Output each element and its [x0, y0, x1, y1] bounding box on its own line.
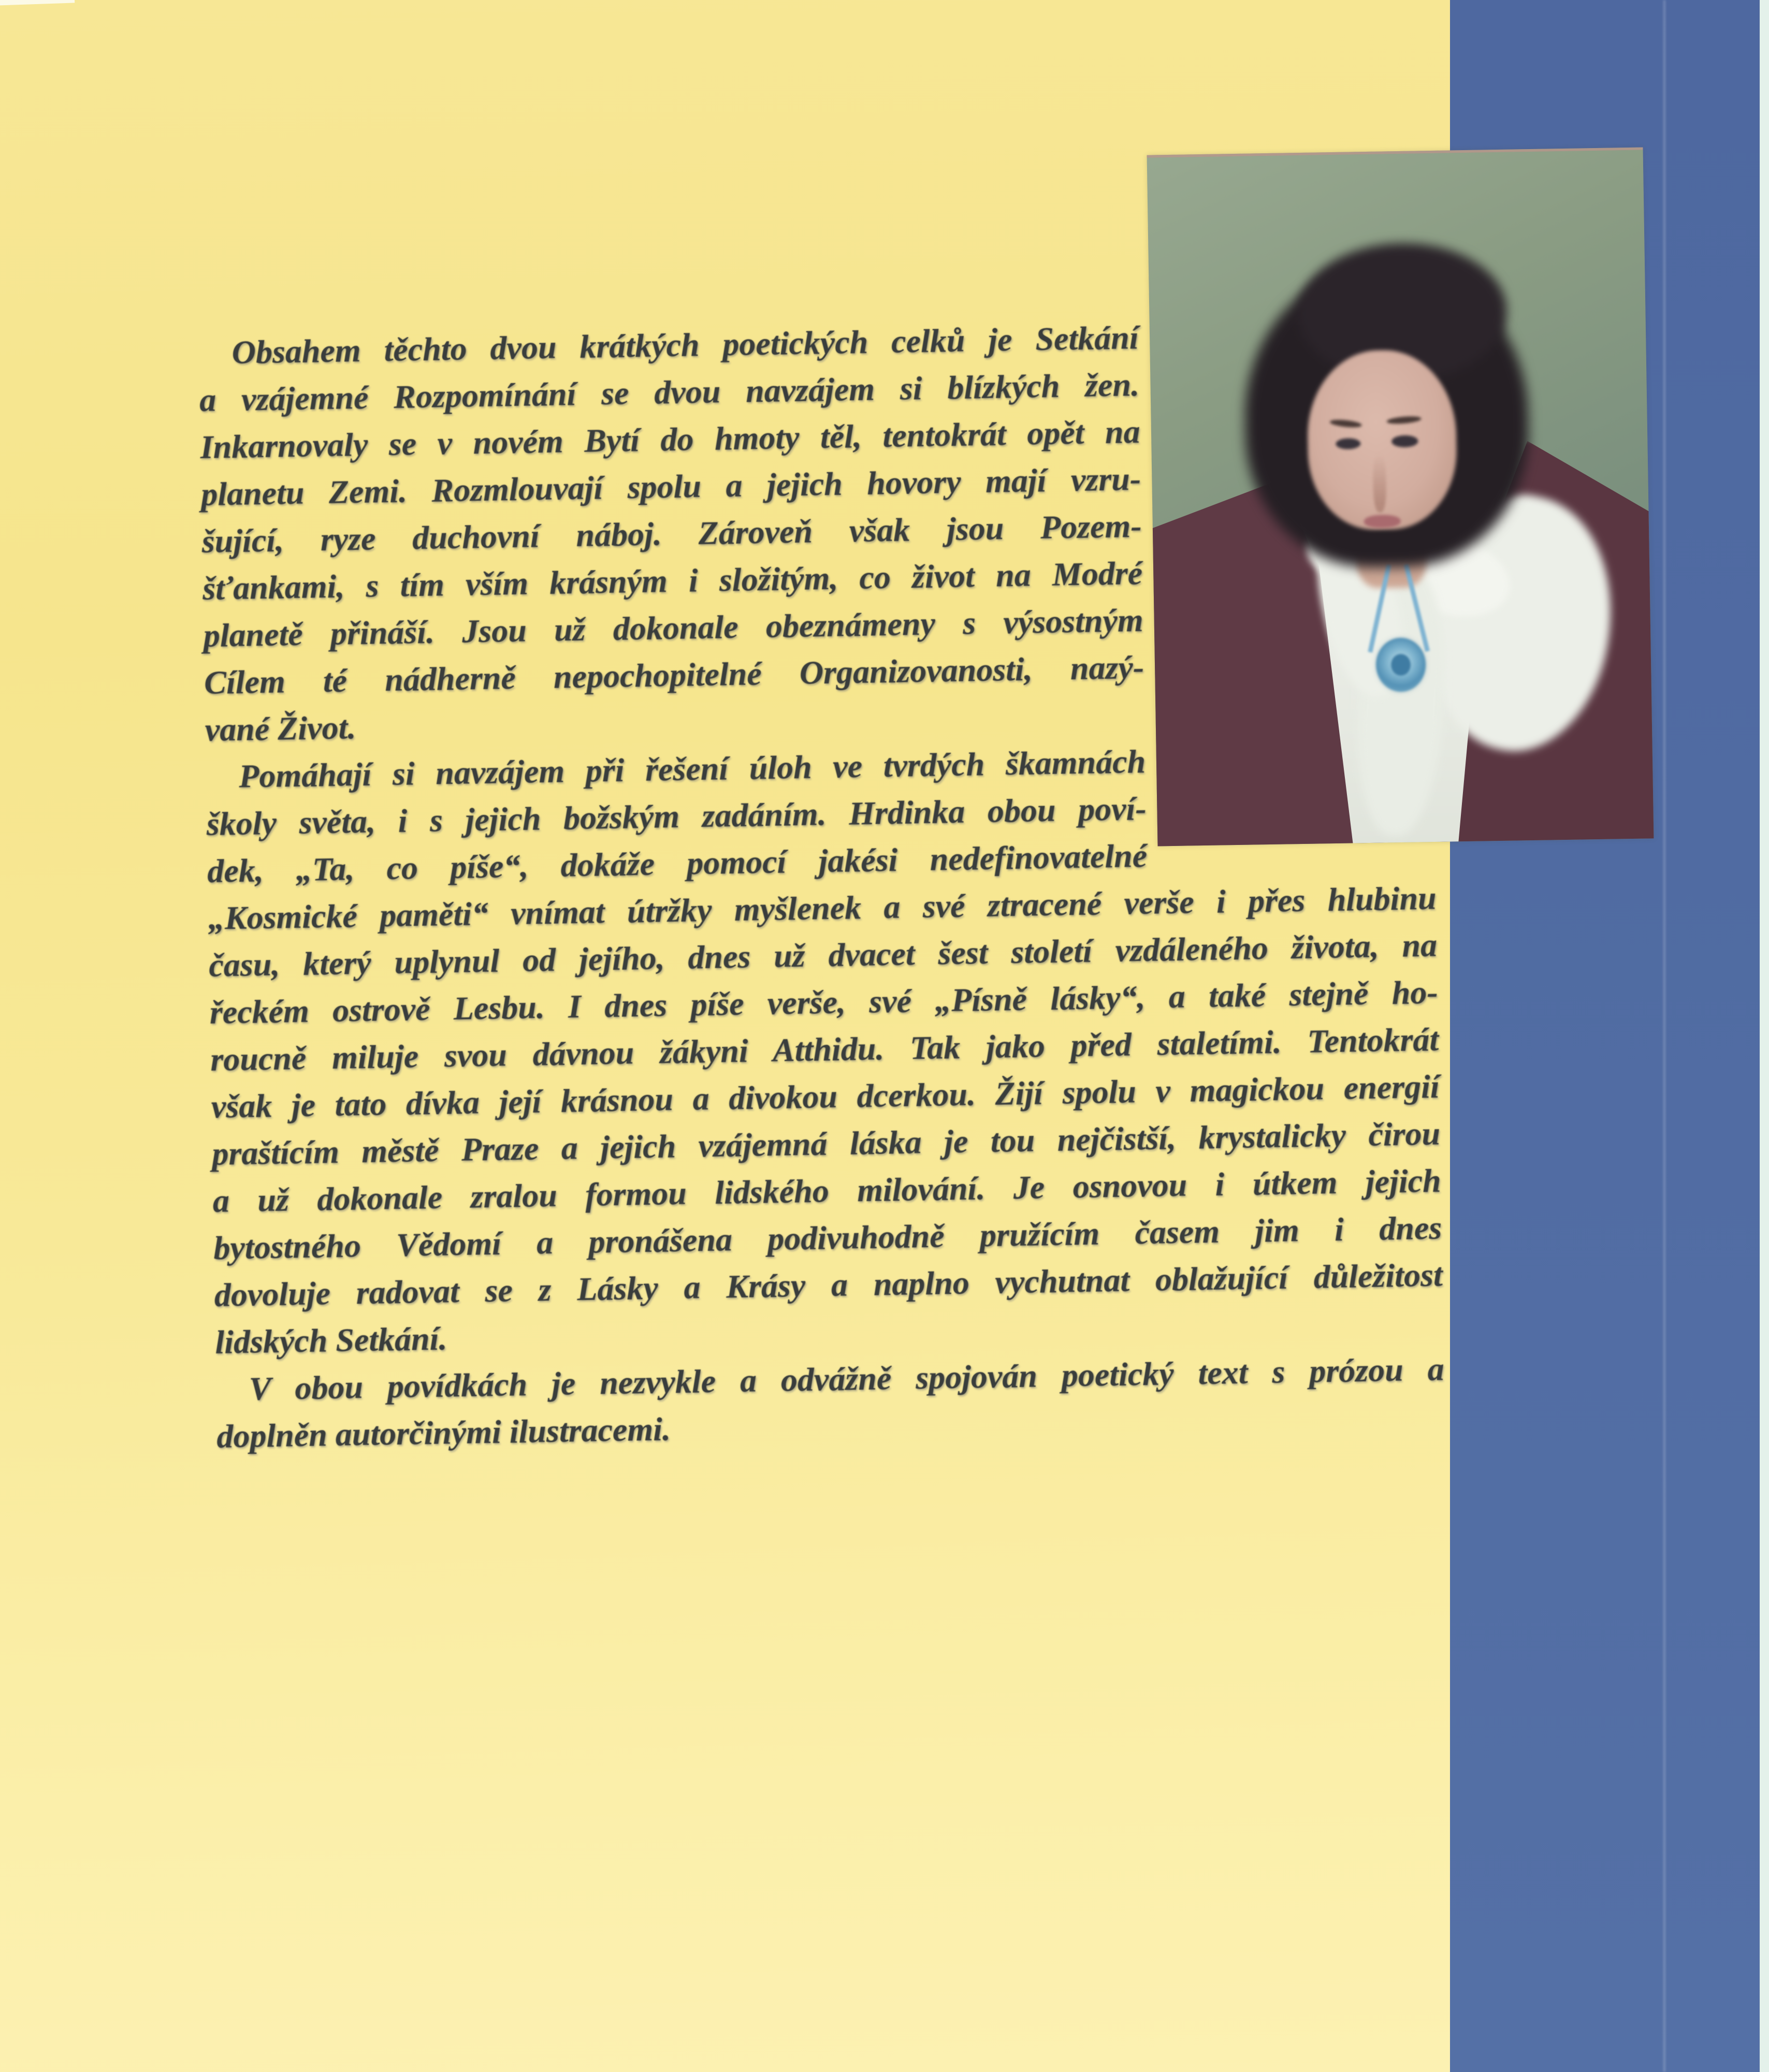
spine-crease-line: [1663, 0, 1665, 2072]
text-line: V obou povídkách je nezvykle a odvážně spojován poetický text s prózou a: [249, 1350, 1445, 1407]
scan-corner-sliver: [0, 0, 75, 6]
text-line: roucně miluje svou dávnou žákyni Atthidu. Tak jako před staletími. Tentokrát: [210, 1020, 1439, 1078]
text-line: školy světa, i s jejich božským zadáním. Hrdinka obou poví-: [206, 790, 1147, 842]
text-line: planetě přináší. Jsou už dokonale obeznámeny s výsostným: [203, 601, 1144, 654]
text-line: planetu Zemi. Rozmlouvají spolu a jejich hovory mají vzru-: [200, 460, 1141, 513]
text-line: šující, ryze duchovní náboj. Zároveň však jsou Pozem-: [201, 507, 1142, 560]
text-line: dek, „Ta, co píše“, dokáže pomocí jakési nedefinovatelné: [207, 837, 1148, 889]
back-cover-annotation: [198, 309, 1445, 1460]
text-line: řeckém ostrově Lesbu. I dnes píše verše, své „Písně lásky“, a také stejně ho-: [209, 973, 1439, 1031]
scan-edge-strip: [1760, 0, 1769, 2072]
text-line: času, který uplynul od jejího, dnes už dvacet šest století vzdáleného života, na: [208, 926, 1438, 984]
text-line: a už dokonale zralou formou lidského milování. Je osnovou i útkem jejich: [212, 1162, 1442, 1219]
text-line: lidských Setkání.: [214, 1320, 447, 1361]
text-line: dovoluje radovat se z Lásky a Krásy a naplno vychutnat oblažující důležitost: [214, 1256, 1443, 1314]
text-line: Cílem té nádherně nepochopitelné Organizovanosti, nazý-: [204, 648, 1144, 701]
text-line: doplněn autorčinými ilustracemi.: [216, 1410, 671, 1455]
text-line: praštícím městě Praze a jejich vzájemná láska je tou nejčistší, krystalicky čirou: [211, 1115, 1441, 1172]
text-line: Obsahem těchto dvou krátkých poetických celků je Setkání: [231, 318, 1139, 371]
text-line: „Kosmické paměti“ vnímat útržky myšlenek a své ztracené verše i přes hlubinu: [208, 879, 1437, 937]
text-line: Pomáhají si navzájem při řešení úloh ve tvrdých škamnách: [238, 742, 1146, 795]
text-line: vané Život.: [205, 709, 356, 748]
text-line: Inkarnovaly se v novém Bytí do hmoty těl, tentokrát opět na: [200, 413, 1141, 465]
text-line: bytostného Vědomí a pronášena podivuhodně pružícím časem jim i dnes: [213, 1209, 1442, 1266]
text-line: a vzájemné Rozpomínání se dvou navzájem si blízkých žen.: [199, 366, 1140, 418]
text-line: šťankami, s tím vším krásným i složitým, co život na Modré: [202, 554, 1143, 607]
text-line: však je tato dívka její krásnou a divokou dcerkou. Žijí spolu v magickou energií: [211, 1068, 1440, 1125]
